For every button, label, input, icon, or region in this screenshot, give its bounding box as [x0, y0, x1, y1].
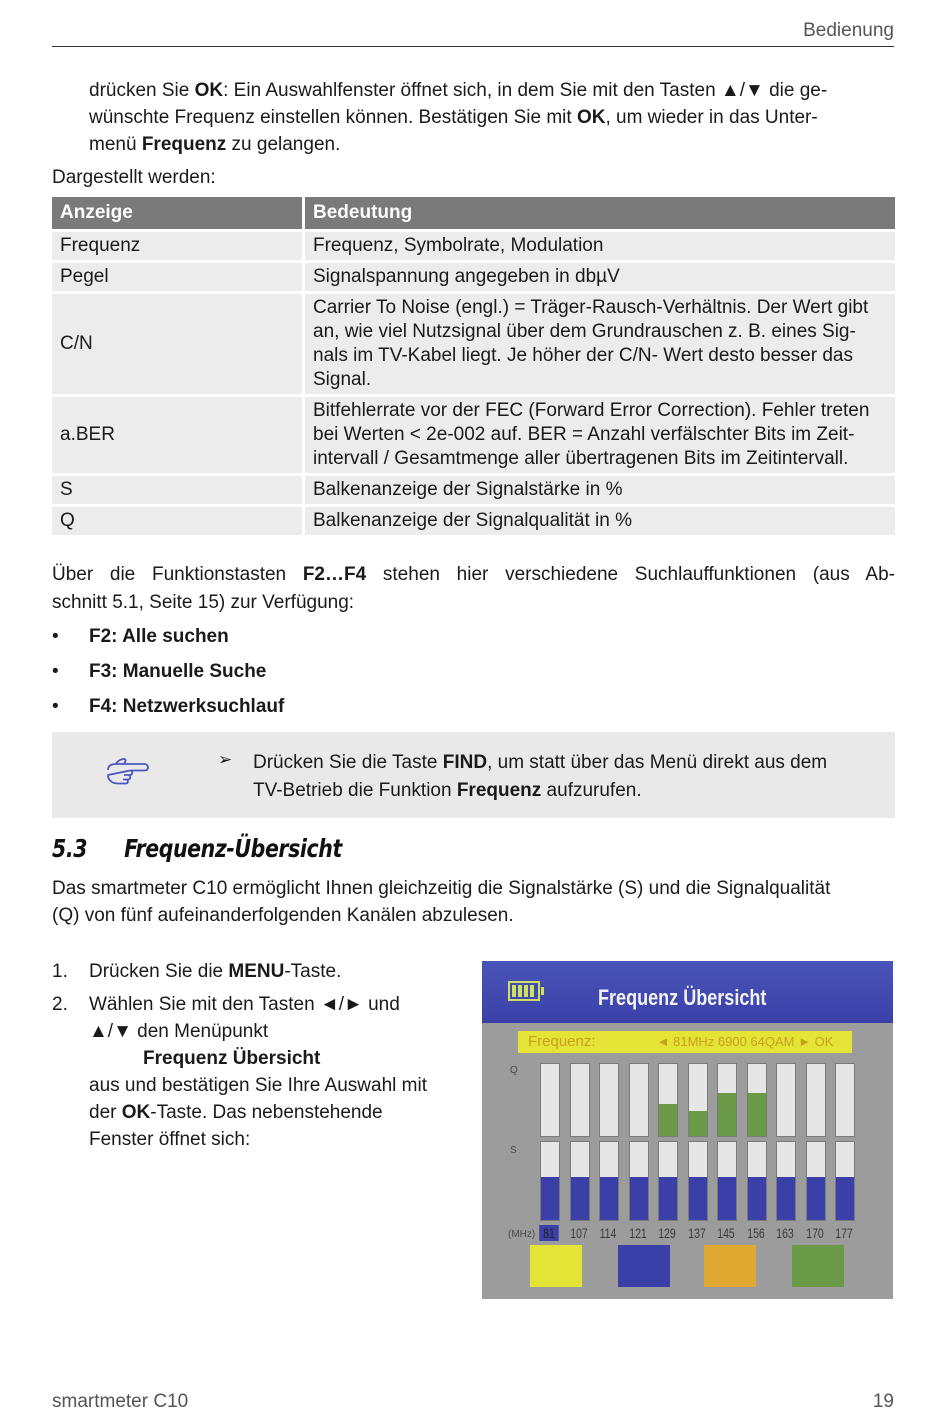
func-paragraph-cont: schnitt 5.1, Seite 15) zur Verfügung:	[52, 592, 355, 613]
channel-label: 156	[746, 1225, 765, 1241]
table-cell-line: Frequenz, Symbolrate, Modulation	[313, 235, 604, 256]
intro-key-frequenz: Frequenz	[141, 134, 227, 155]
table-cell-key: Q	[52, 507, 305, 535]
intro-key-ok: OK	[576, 107, 606, 128]
channel-label: 81	[539, 1225, 559, 1241]
table-row	[52, 263, 895, 291]
s-bar-fill	[777, 1177, 795, 1220]
s-bar-6	[717, 1141, 737, 1221]
note-text	[253, 749, 883, 805]
s-bar-fill	[718, 1177, 736, 1220]
q-bar-10	[835, 1063, 855, 1137]
s-bar-5	[688, 1141, 708, 1221]
s-bar-8	[776, 1141, 796, 1221]
table-cell-line: intervall / Gesamtmenge aller übertragenen Bits im Zeitintervall.	[313, 448, 849, 469]
table-row	[52, 294, 895, 394]
header-section: Bedienung	[803, 20, 894, 41]
q-bar-7	[747, 1063, 767, 1137]
q-bar-1	[570, 1063, 590, 1137]
step-number: 2.	[52, 994, 68, 1015]
table-cell-line: Bitfehlerrate vor der FEC (Forward Error Correction). Fehler treten	[313, 400, 870, 421]
q-bar-8	[776, 1063, 796, 1137]
table-cell-value	[305, 476, 895, 504]
function-key-list	[52, 622, 284, 727]
table-cell-line: nals im TV-Kabel liegt. Je höher der C/N- Wert desto besser das	[313, 345, 853, 366]
table-header-row	[52, 197, 895, 229]
table-row	[52, 476, 895, 504]
table-cell-key: C/N	[52, 294, 305, 394]
s-bar-fill	[541, 1177, 559, 1220]
channel-label: 107	[569, 1225, 588, 1241]
table-header-bedeutung: Bedeutung	[305, 197, 895, 229]
screen-frequency-value: ◄ 81MHz 6900 64QAM ► OK	[638, 1031, 852, 1053]
screen-header	[482, 961, 893, 1023]
s-bar-fill	[836, 1177, 854, 1220]
footer-product: smartmeter C10	[52, 1391, 189, 1412]
steps-list	[52, 958, 462, 1159]
note-key-find: FIND	[442, 752, 488, 773]
q-bar-6	[717, 1063, 737, 1137]
s-bar-fill	[571, 1177, 589, 1220]
s-bar-fill	[689, 1177, 707, 1220]
axis-s-label: S	[510, 1145, 517, 1156]
overview-line: (Q) von fünf aufeinanderfolgenden Kanälen abzulesen.	[52, 905, 514, 926]
axis-unit-label: (MHz)	[508, 1229, 536, 1240]
function-key-swatch	[792, 1245, 844, 1287]
q-bar-fill	[718, 1093, 736, 1136]
channel-label: 129	[658, 1225, 676, 1241]
func-keys: F2…F4	[302, 564, 367, 585]
step-key-menu: MENU	[228, 961, 285, 982]
table-cell-value	[305, 232, 895, 260]
battery-icon	[508, 981, 540, 1001]
shown-label: Dargestellt werden:	[52, 167, 216, 188]
table-cell-key: Pegel	[52, 263, 305, 291]
table-cell-value	[305, 507, 895, 535]
func-text: stehen hier verschiedene Suchlauffunktionen (aus Ab-	[366, 564, 895, 585]
q-bar-9	[806, 1063, 826, 1137]
table-cell-line: an, wie viel Nutzsignal über dem Grundrauschen z. B. eines Sig-	[313, 321, 856, 342]
section-title: Frequenz-Übersicht	[124, 834, 342, 863]
function-key-swatch	[530, 1245, 582, 1287]
q-bar-0	[540, 1063, 560, 1137]
list-item: • F3: Manuelle Suche	[52, 657, 284, 692]
section-number: 5.3	[52, 834, 88, 863]
note-text-part: aufzurufen.	[541, 780, 642, 801]
note-arrow: ➢	[218, 750, 233, 769]
q-bar-fill	[748, 1093, 766, 1136]
step-key-ok: OK	[121, 1102, 151, 1123]
s-bar-4	[658, 1141, 678, 1221]
table-row	[52, 232, 895, 260]
s-bar-3	[629, 1141, 649, 1221]
overview-paragraph	[52, 875, 895, 929]
page-number: 19	[872, 1391, 894, 1412]
intro-text: wünschte Frequenz einstellen können. Bestätigen Sie mit	[89, 107, 577, 128]
table-cell-line: Signalspannung angegeben in dbµV	[313, 266, 620, 287]
s-bar-1	[570, 1141, 590, 1221]
intro-text: drücken Sie	[89, 80, 195, 101]
page-header	[52, 20, 894, 47]
table-row	[52, 397, 895, 473]
table-cell-value	[305, 294, 895, 394]
table-cell-key: S	[52, 476, 305, 504]
s-bar-2	[599, 1141, 619, 1221]
q-bar-2	[599, 1063, 619, 1137]
table-cell-line: Signal.	[313, 369, 372, 390]
definition-table	[52, 194, 895, 538]
table-cell-line: Balkenanzeige der Signalstärke in %	[313, 479, 623, 500]
step-text: -Taste. Das nebenstehende	[150, 1102, 383, 1123]
pointing-hand-icon	[106, 756, 150, 786]
table-cell-key: Frequenz	[52, 232, 305, 260]
screen-frequency-label: Frequenz:	[518, 1031, 638, 1053]
channel-label: 114	[599, 1225, 617, 1241]
note-text-part: Drücken Sie die Taste	[253, 752, 443, 773]
table-cell-value	[305, 263, 895, 291]
channel-label: 137	[687, 1225, 706, 1241]
s-bar-9	[806, 1141, 826, 1221]
s-bar-fill	[807, 1177, 825, 1220]
table-cell-line: Balkenanzeige der Signalqualität in %	[313, 510, 632, 531]
note-text-part: , um statt über das Menü direkt aus dem	[487, 752, 828, 773]
table-cell-line: Carrier To Noise (engl.) = Träger-Rausch-Verhältnis. Der Wert gibt	[313, 297, 869, 318]
list-item	[52, 958, 462, 985]
q-bar-4	[658, 1063, 678, 1137]
list-item	[52, 991, 462, 1153]
note-key-frequenz: Frequenz	[456, 780, 542, 801]
step-text: Fenster öffnet sich:	[89, 1129, 251, 1150]
channel-label: 121	[628, 1225, 647, 1241]
intro-text: zu gelangen.	[226, 134, 341, 155]
s-bar-fill	[659, 1177, 677, 1220]
step-text: -Taste.	[284, 961, 342, 982]
intro-text: : Ein Auswahlfenster öffnet sich, in dem Sie mit den Tasten ▲/▼ die ge-	[223, 80, 828, 101]
table-row	[52, 507, 895, 535]
s-bar-0	[540, 1141, 560, 1221]
channel-label: 170	[805, 1225, 824, 1241]
list-item: • F4: Netzwerksuchlauf	[52, 692, 284, 727]
note-text-part: TV-Betrieb die Funktion	[253, 780, 457, 801]
intro-text: menü	[89, 134, 142, 155]
s-bar-fill	[600, 1177, 618, 1220]
note-box	[52, 732, 895, 818]
step-text: aus und bestätigen Sie Ihre Auswahl mit	[89, 1075, 427, 1096]
q-bar-3	[629, 1063, 649, 1137]
q-bar-5	[688, 1063, 708, 1137]
function-key-swatch	[704, 1245, 756, 1287]
step-text: Wählen Sie mit den Tasten ◄/► und	[89, 994, 400, 1015]
section-heading	[52, 834, 342, 863]
func-paragraph	[52, 561, 895, 588]
q-bar-fill	[689, 1111, 707, 1136]
step-menu-item: Frequenz Übersicht	[143, 1048, 321, 1069]
overview-line: Das smartmeter C10 ermöglicht Ihnen gleichzeitig die Signalstärke (S) und die Signalqualität	[52, 878, 831, 899]
table-cell-line: bei Werten < 2e-002 auf. BER = Anzahl verfälschter Bits im Zeit-	[313, 424, 855, 445]
table-header-anzeige: Anzeige	[52, 197, 305, 229]
table-cell-value	[305, 397, 895, 473]
step-text: ▲/▼ den Menüpunkt	[89, 1021, 269, 1042]
intro-paragraph	[89, 77, 889, 158]
s-bar-7	[747, 1141, 767, 1221]
step-text: Drücken Sie die	[89, 961, 229, 982]
axis-q-label: Q	[510, 1065, 518, 1076]
intro-key-ok: OK	[194, 80, 224, 101]
s-bar-10	[835, 1141, 855, 1221]
list-item: • F2: Alle suchen	[52, 622, 284, 657]
q-bar-fill	[659, 1104, 677, 1136]
function-key-swatch	[618, 1245, 670, 1287]
intro-text: , um wieder in das Unter-	[605, 107, 818, 128]
channel-label: 145	[717, 1225, 735, 1241]
step-text: der	[89, 1102, 122, 1123]
channel-label: 163	[776, 1225, 794, 1241]
func-text: Über die Funktionstasten	[52, 564, 303, 585]
s-bar-fill	[630, 1177, 648, 1220]
step-number: 1.	[52, 961, 68, 982]
table-cell-key: a.BER	[52, 397, 305, 473]
screen-title: Frequenz Übersicht	[598, 985, 767, 1010]
s-bar-fill	[748, 1177, 766, 1220]
device-screenshot	[482, 961, 893, 1299]
channel-label: 177	[835, 1225, 853, 1241]
